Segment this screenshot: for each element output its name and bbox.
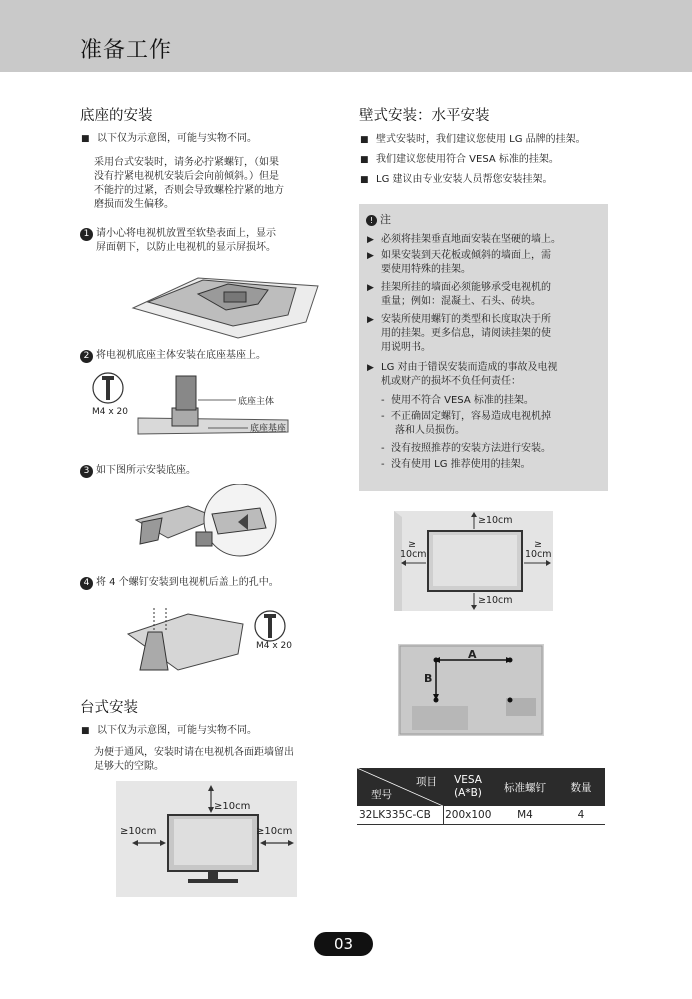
spec-header-screw: 标准螺钉 [504,781,546,794]
section-title-base-install: 底座的安装 [80,108,153,124]
note-line: 挂架所挂的墙面必须能够承受电视机的 [381,282,551,293]
step-text: 请小心将电视机放置至软垫表面上，显示 [96,228,276,239]
desktop-gap-left: ≥10cm [120,826,157,837]
fig2-screw-label: M4 x 20 [92,407,128,417]
table-row [357,806,605,824]
figure-screw-back-cover [118,604,298,674]
warning-line: 不能拧的过紧，否则会导致螺栓拧紧的地方 [94,185,284,196]
fig4-screw-label: M4 x 20 [256,641,292,651]
note-title [366,213,391,227]
desktop-gap-top: ≥10cm [214,801,251,812]
note-item-4 [381,313,551,355]
spec-cell-qty: 4 [577,808,585,821]
note-sub-1: - 使用不符合 VESA 标准的挂架。 [381,395,534,406]
warning-line: 采用台式安装时，请务必拧紧螺钉，（如果 [94,157,279,168]
step-4 [80,576,279,590]
spec-header-item: 项目 [416,776,437,788]
spec-header-model: 型号 [371,789,392,801]
spec-cell-vesa: 200x100 [445,808,492,821]
wall-gap-left: 10cm [400,549,427,560]
triangle-bullet-icon: ▶ [367,235,374,245]
section-title-wall-install: 壁式安装：水平安装 [359,108,490,124]
step-number: 4 [80,577,93,590]
warning-line: 磨损而发生偏移。 [94,199,174,210]
note-line: 用的挂架。更多信息，请阅读挂架的使 [381,328,551,339]
note-item-3 [381,281,551,309]
spec-table [357,768,605,825]
step-number: 2 [80,350,93,363]
wall-bullet-2: ■ 我们建议您使用符合 VESA 标准的挂架。 [376,153,559,167]
wall-gap-top: ≥10cm [478,515,513,526]
note-sub-4: - 没有使用 LG 推荐使用的挂架。 [381,459,531,470]
wall-gap-right-sym: ≥ [534,539,542,550]
desktop-gap-right: ≥10cm [256,826,293,837]
wall-gap-left-sym: ≥ [408,539,416,550]
wall-bullet-3: ■ LG 建议由专业安装人员帮您安装挂架。 [376,173,553,187]
note-title-text: 注 [380,213,391,226]
step-number: 3 [80,465,93,478]
triangle-bullet-icon: ▶ [367,251,374,261]
note-line: 没有按照推荐的安装方法进行安装。 [390,443,551,454]
step-3 [80,464,196,478]
note-line: 安装所使用螺钉的类型和长度取决于所 [381,314,551,325]
note-line: 必须将挂架垂直地面安装在坚硬的墙上。 [381,234,561,245]
spec-header-qty: 数量 [570,781,592,794]
note-line: LG 对由于错误安装而造成的事故及电视 [381,362,558,373]
spec-cell-model: 32LK335C-CB [357,806,443,824]
step-text: 如下图所示安装底座。 [96,465,196,476]
desktop-install-bullet: ■ 以下仅为示意图，可能与实物不同。 [97,724,257,738]
spec-header-vesa [443,768,493,806]
desktop-text-line: 足够大的空隙。 [94,761,164,772]
spec-header-vesa-1: VESA [454,774,482,786]
note-line: 使用不符合 VESA 标准的挂架。 [390,395,534,406]
note-line: 没有使用 LG 推荐使用的挂架。 [390,459,531,470]
note-item-2 [381,249,551,277]
note-line: 要使用特殊的挂架。 [381,264,471,275]
step-text: 屏面朝下，以防止电视机的显示屏损坏。 [96,242,276,253]
wall-bullet-1: ■ 壁式安装时，我们建议您使用 LG 品牌的挂架。 [376,133,586,147]
vesa-label-a: A [468,648,477,661]
base-install-warning [94,156,344,212]
figure-attach-stand [128,484,278,564]
section-title-desktop-install: 台式安装 [80,700,138,716]
note-line: 不正确固定螺钉，容易造成电视机掉 [390,411,551,422]
page-title: 准备工作 [80,38,173,63]
base-install-bullet: ■ 以下仅为示意图，可能与实物不同。 [97,132,257,146]
figure-wall-clearance [394,511,553,611]
note-line: 用说明书。 [381,342,431,353]
wall-gap-right: 10cm [525,549,552,560]
step-1 [80,227,340,255]
page-number: 03 [314,932,373,956]
spec-header-vesa-2: (A*B) [454,787,482,799]
wall-gap-bottom: ≥10cm [478,595,513,606]
fig2-label-base: 底座基座 [250,424,287,434]
triangle-bullet-icon: ▶ [367,283,374,293]
warning-line: 没有拧紧电视机安装后会向前倾斜。）但是 [94,171,279,182]
triangle-bullet-icon: ▶ [367,363,374,373]
vesa-label-b: B [424,672,433,685]
note-line: 落和人员损伤。 [395,425,465,436]
figure-tv-on-cushion [128,260,324,340]
step-number: 1 [80,228,93,241]
note-line: 机或财产的损坏不负任何责任： [381,376,521,387]
spec-table-header [357,768,605,806]
fig2-label-body: 底座主体 [238,397,275,407]
note-line: 如果安装到天花板或倾斜的墙面上，需 [381,250,551,261]
info-icon: ! [366,215,377,226]
step-text: 将电视机底座主体安装在底座基座上。 [96,350,266,361]
step-2 [80,349,266,363]
note-item-5 [381,361,558,389]
spec-header-diagonal [357,768,443,806]
note-box [359,204,608,491]
note-sub-2: - 不正确固定螺钉，容易造成电视机掉 落和人员损伤。 [381,411,551,436]
spec-cell-screw: M4 [517,808,533,821]
note-line: 重量；例如：混凝土、石头、砖块。 [381,296,541,307]
triangle-bullet-icon: ▶ [367,315,374,325]
desktop-text-line: 为便于通风，安装时请在电视机各面距墙留出 [94,747,294,758]
desktop-install-text [94,746,344,774]
note-sub-3: - 没有按照推荐的安装方法进行安装。 [381,443,551,454]
figure-vesa-back [398,644,544,736]
note-item-1 [381,233,561,247]
figure-desktop-clearance [116,781,297,897]
step-text: 将 4 个螺钉安装到电视机后盖上的孔中。 [96,577,279,588]
